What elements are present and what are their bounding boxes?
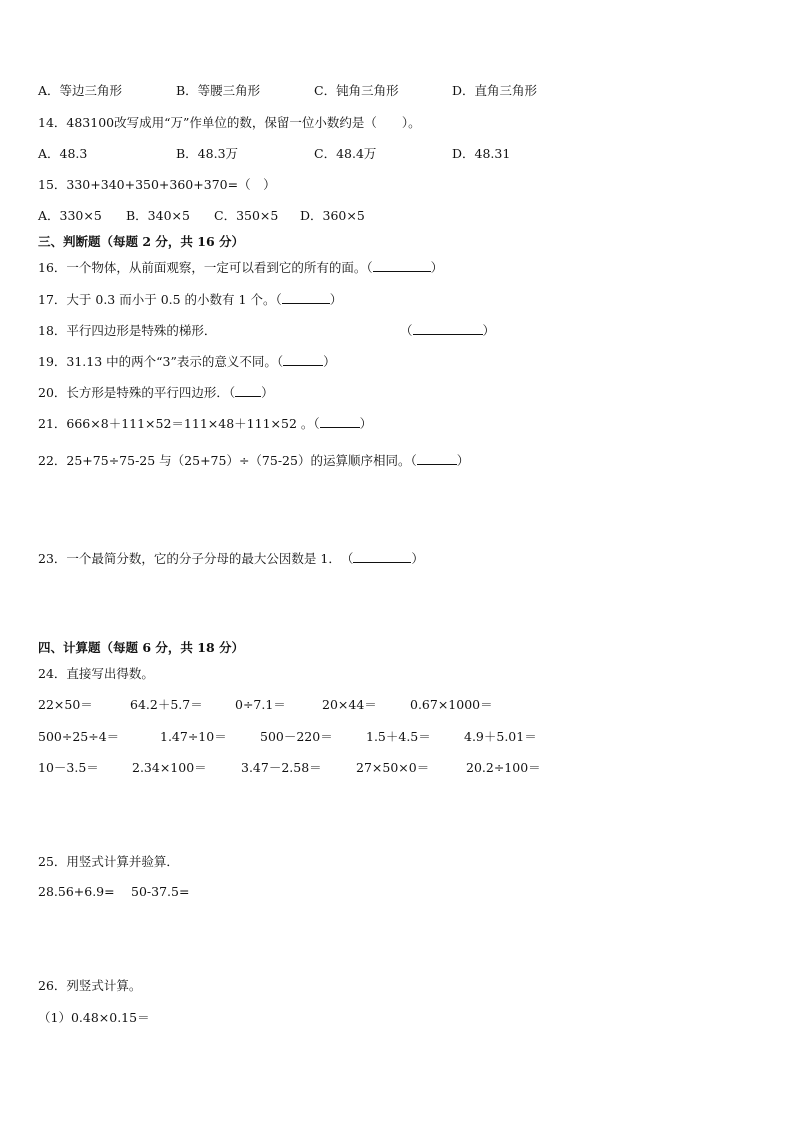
judge-q17-text: 17．大于 0.3 而小于 0.5 的小数有 1 个。（ [38,292,282,307]
q24-item: 27×50×0＝ [356,760,430,775]
q24-item: 4.9＋5.01＝ [464,729,537,744]
q26-stem: 26．列竖式计算。 [38,978,142,993]
judge-q18 [38,323,216,339]
q24-item: 1.47÷10＝ [160,729,227,744]
judge-q18-answer [400,323,495,339]
judge-q22 [38,453,469,469]
judge-q23-blank[interactable] [353,551,411,563]
judge-q21-text: 21．666×8＋111×52＝111×48＋111×52 。（ [38,416,320,431]
q14-option-a: A．48.3 [38,146,88,161]
judge-q20-blank[interactable] [235,385,261,397]
q13-option-b: B．等腰三角形 [176,83,261,98]
q24-item: 10－3.5＝ [38,760,99,775]
judge-q22-text: 22．25+75÷75-25 与（25+75）÷（75-25）的运算顺序相同。（ [38,453,417,468]
judge-q20 [38,385,274,401]
q14-stem: 14．483100改写成用“万”作单位的数，保留一位小数约是（ ）。 [38,115,421,130]
judge-q21 [38,416,372,432]
q24-item: 64.2＋5.7＝ [130,697,203,712]
judge-q16-blank[interactable] [373,260,431,272]
q15-option-a: A．330×5 [38,208,102,223]
judge-q20-close: ） [261,385,274,400]
q14-option-b: B．48.3万 [176,146,239,161]
judge-q22-blank[interactable] [417,453,457,465]
judge-q20-text: 20．长方形是特殊的平行四边形．（ [38,385,236,400]
q25-item-1: 28.56+6.9= [38,884,115,899]
judge-q23-text: 23．一个最简分数，它的分子分母的最大公因数是 1． （ [38,551,354,566]
q24-row-3 [0,760,794,776]
q24-item: 0÷7.1＝ [235,697,286,712]
q14-option-d: D．48.31 [452,146,511,161]
judge-q21-blank[interactable] [320,416,360,428]
q15-stem: 15．330+340+350+360+370=（ ） [38,177,276,192]
q15-option-b: B．340×5 [126,208,190,223]
judge-q16 [38,260,443,276]
judge-q19-close: ） [323,354,336,369]
section-3-title: 三、判断题（每题 2 分，共 16 分） [38,234,245,249]
q24-item: 22×50＝ [38,697,93,712]
q24-item: 20.2÷100＝ [466,760,541,775]
judge-q19-text: 19．31.13 中的两个“3”表示的意义不同。（ [38,354,284,369]
judge-q17-close: ） [329,292,343,307]
judge-q23-close: ） [411,551,424,566]
judge-q18-blank[interactable] [413,323,483,335]
q25-items [0,884,794,900]
judge-q19 [38,354,336,370]
judge-q19-blank[interactable] [283,354,323,366]
q14-option-c: C．48.4万 [314,146,377,161]
q25-item-2: 50-37.5= [131,884,190,899]
q15-option-c: C．350×5 [214,208,279,223]
q15-option-d: D．360×5 [300,208,365,223]
judge-q21-close: ） [359,416,373,431]
q24-item: 2.34×100＝ [132,760,207,775]
q24-stem: 24．直接写出得数。 [38,666,154,681]
q24-item: 500－220＝ [260,729,333,744]
q13-option-c: C．钝角三角形 [314,83,399,98]
q13-option-a: A．等边三角形 [38,83,123,98]
judge-q17 [38,292,342,308]
q25-stem: 25．用竖式计算并验算． [38,854,179,869]
q13-option-d: D．直角三角形 [452,83,538,98]
q26-item-1: （1）0.48×0.15＝ [38,1010,150,1025]
judge-q18-close: ） [482,323,496,338]
q24-row-2 [0,729,794,745]
q24-item: 3.47－2.58＝ [241,760,322,775]
q24-item: 500÷25÷4＝ [38,729,120,744]
q13-options [0,83,794,99]
judge-q18-text: 18．平行四边形是特殊的梯形． [38,323,217,338]
q15-options [0,208,794,224]
judge-q17-blank[interactable] [282,292,330,304]
judge-q23 [38,551,424,567]
q14-options [0,146,794,162]
judge-q16-text: 16．一个物体，从前面观察，一定可以看到它的所有的面。（ [38,260,373,275]
judge-q22-close: ） [456,453,470,468]
section-4-title: 四、计算题（每题 6 分，共 18 分） [38,640,245,655]
q24-item: 1.5＋4.5＝ [366,729,431,744]
judge-q18-open: （ [400,323,413,338]
q24-row-1 [0,697,794,713]
judge-q16-close: ） [430,260,444,275]
q24-item: 0.67×1000＝ [410,697,493,712]
q24-item: 20×44＝ [322,697,377,712]
